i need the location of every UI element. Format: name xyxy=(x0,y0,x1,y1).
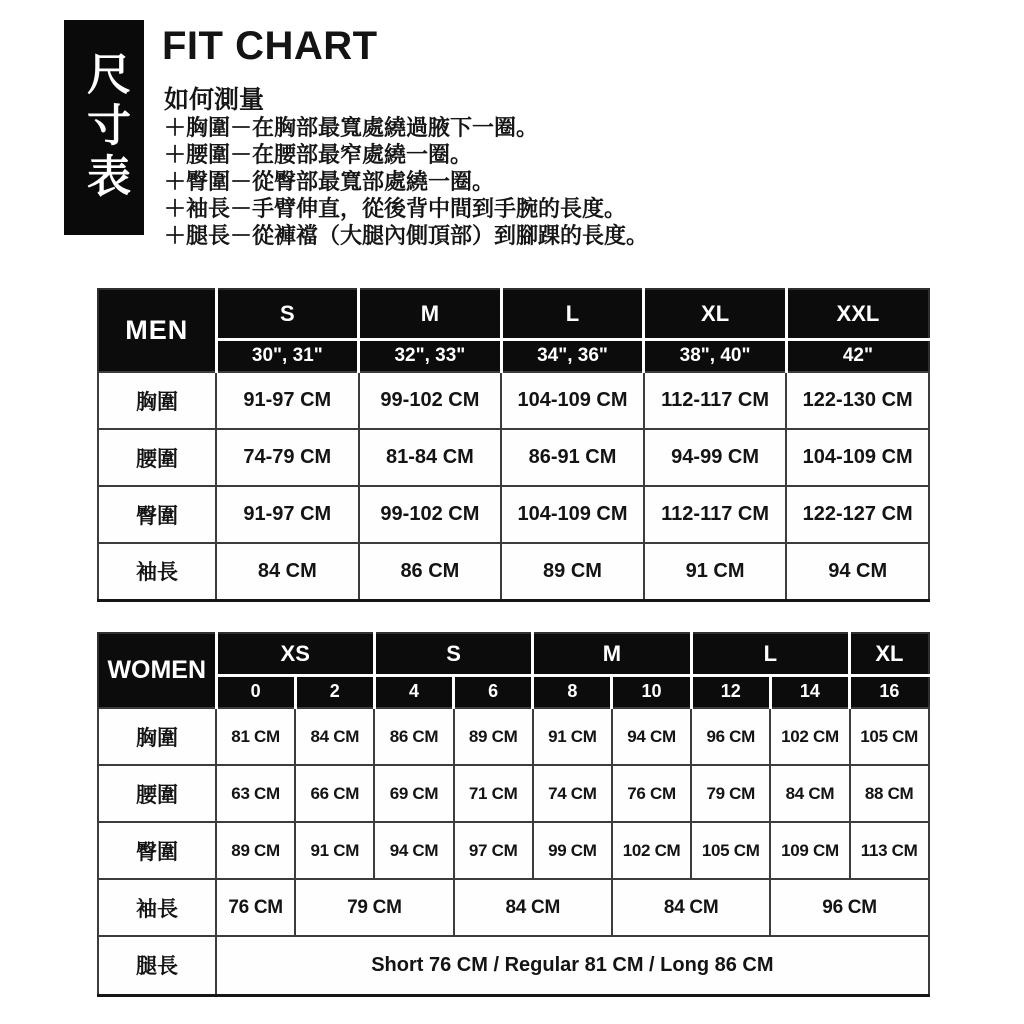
size-value-cell: 89 CM xyxy=(501,543,644,600)
row-label: 臀圍 xyxy=(98,822,216,879)
women-size-header: M xyxy=(533,633,691,675)
size-value-cell: 76 CM xyxy=(216,879,295,936)
men-size-inches: 38", 40" xyxy=(644,339,787,372)
men-size-header: L xyxy=(501,289,644,339)
size-value-cell: 94 CM xyxy=(612,708,691,765)
row-label: 胸圍 xyxy=(98,372,216,429)
size-value-cell: 104-109 CM xyxy=(501,372,644,429)
size-value-cell: 122-127 CM xyxy=(786,486,929,543)
leg-length-cell: Short 76 CM / Regular 81 CM / Long 86 CM xyxy=(216,936,929,995)
size-value-cell: 81 CM xyxy=(216,708,295,765)
size-value-cell: 69 CM xyxy=(374,765,453,822)
instruction-line: ＋臀圍－從臀部最寬部處繞一圈。 xyxy=(164,169,495,194)
men-size-header: XXL xyxy=(786,289,929,339)
size-value-cell: 84 CM xyxy=(454,879,612,936)
size-value-cell: 122-130 CM xyxy=(786,372,929,429)
size-value-cell: 66 CM xyxy=(295,765,374,822)
banner-vertical-title: 尺寸表 xyxy=(80,51,129,204)
men-size-header: M xyxy=(359,289,502,339)
size-value-cell: 102 CM xyxy=(612,822,691,879)
row-label: 腰圍 xyxy=(98,765,216,822)
size-value-cell: 86 CM xyxy=(374,708,453,765)
size-value-cell: 94-99 CM xyxy=(644,429,787,486)
size-value-cell: 84 CM xyxy=(770,765,849,822)
women-size-header: XL xyxy=(850,633,929,675)
women-size-number: 6 xyxy=(454,675,533,708)
size-value-cell: 81-84 CM xyxy=(359,429,502,486)
men-size-inches: 32", 33" xyxy=(359,339,502,372)
men-size-header: S xyxy=(216,289,359,339)
men-size-inches: 42" xyxy=(786,339,929,372)
table-row xyxy=(98,372,929,429)
table-row xyxy=(98,429,929,486)
women-size-header: S xyxy=(374,633,532,675)
women-size-table xyxy=(97,632,930,997)
size-value-cell: 109 CM xyxy=(770,822,849,879)
men-size-inches: 34", 36" xyxy=(501,339,644,372)
size-value-cell: 105 CM xyxy=(691,822,770,879)
size-value-cell: 89 CM xyxy=(454,708,533,765)
size-value-cell: 99-102 CM xyxy=(359,486,502,543)
size-value-cell: 79 CM xyxy=(295,879,453,936)
page-title: FIT CHART xyxy=(162,24,378,68)
women-size-number: 12 xyxy=(691,675,770,708)
measure-instructions xyxy=(164,114,648,249)
size-value-cell: 94 CM xyxy=(374,822,453,879)
table-row xyxy=(98,486,929,543)
table-row xyxy=(98,936,929,995)
women-size-number: 4 xyxy=(374,675,453,708)
size-chart-banner xyxy=(64,20,144,235)
size-value-cell: 79 CM xyxy=(691,765,770,822)
size-value-cell: 86 CM xyxy=(359,543,502,600)
size-value-cell: 74-79 CM xyxy=(216,429,359,486)
women-size-number: 14 xyxy=(770,675,849,708)
men-size-inches: 30", 31" xyxy=(216,339,359,372)
table-row xyxy=(98,822,929,879)
men-table-label: MEN xyxy=(98,289,216,372)
row-label: 臀圍 xyxy=(98,486,216,543)
women-size-number: 10 xyxy=(612,675,691,708)
size-value-cell: 88 CM xyxy=(850,765,929,822)
women-size-number: 8 xyxy=(533,675,612,708)
size-value-cell: 74 CM xyxy=(533,765,612,822)
size-value-cell: 84 CM xyxy=(612,879,770,936)
size-value-cell: 104-109 CM xyxy=(501,486,644,543)
size-value-cell: 96 CM xyxy=(691,708,770,765)
size-value-cell: 105 CM xyxy=(850,708,929,765)
size-value-cell: 89 CM xyxy=(216,822,295,879)
size-value-cell: 104-109 CM xyxy=(786,429,929,486)
women-size-header: L xyxy=(691,633,849,675)
row-label: 袖長 xyxy=(98,879,216,936)
women-size-number: 2 xyxy=(295,675,374,708)
size-value-cell: 99 CM xyxy=(533,822,612,879)
table-row xyxy=(98,765,929,822)
size-value-cell: 97 CM xyxy=(454,822,533,879)
instruction-line: ＋胸圍－在胸部最寬處繞過腋下一圈。 xyxy=(164,115,539,140)
table-row xyxy=(98,543,929,600)
size-value-cell: 94 CM xyxy=(786,543,929,600)
women-size-header: XS xyxy=(216,633,374,675)
size-value-cell: 91 CM xyxy=(295,822,374,879)
size-value-cell: 99-102 CM xyxy=(359,372,502,429)
size-value-cell: 63 CM xyxy=(216,765,295,822)
row-label: 袖長 xyxy=(98,543,216,600)
women-size-number: 16 xyxy=(850,675,929,708)
size-value-cell: 84 CM xyxy=(216,543,359,600)
instruction-line: ＋袖長－手臂伸直，從後背中間到手腕的長度。 xyxy=(164,196,627,221)
size-value-cell: 91-97 CM xyxy=(216,372,359,429)
men-size-table xyxy=(97,288,930,602)
instruction-line: ＋腰圍－在腰部最窄處繞一圈。 xyxy=(164,142,473,167)
size-value-cell: 91 CM xyxy=(644,543,787,600)
women-size-number: 0 xyxy=(216,675,295,708)
table-row xyxy=(98,879,929,936)
size-value-cell: 96 CM xyxy=(770,879,928,936)
men-size-header: XL xyxy=(644,289,787,339)
row-label: 腰圍 xyxy=(98,429,216,486)
size-value-cell: 102 CM xyxy=(770,708,849,765)
row-label: 胸圍 xyxy=(98,708,216,765)
size-value-cell: 76 CM xyxy=(612,765,691,822)
size-value-cell: 84 CM xyxy=(295,708,374,765)
women-table-label: WOMEN xyxy=(98,633,216,708)
size-value-cell: 112-117 CM xyxy=(644,486,787,543)
size-value-cell: 112-117 CM xyxy=(644,372,787,429)
size-value-cell: 71 CM xyxy=(454,765,533,822)
how-to-measure-heading: 如何測量 xyxy=(164,86,265,114)
instruction-line: ＋腿長－從褲襠（大腿內側頂部）到腳踝的長度。 xyxy=(164,223,649,248)
table-row xyxy=(98,708,929,765)
row-label: 腿長 xyxy=(98,936,216,995)
size-value-cell: 91 CM xyxy=(533,708,612,765)
size-value-cell: 113 CM xyxy=(850,822,929,879)
size-value-cell: 86-91 CM xyxy=(501,429,644,486)
size-value-cell: 91-97 CM xyxy=(216,486,359,543)
